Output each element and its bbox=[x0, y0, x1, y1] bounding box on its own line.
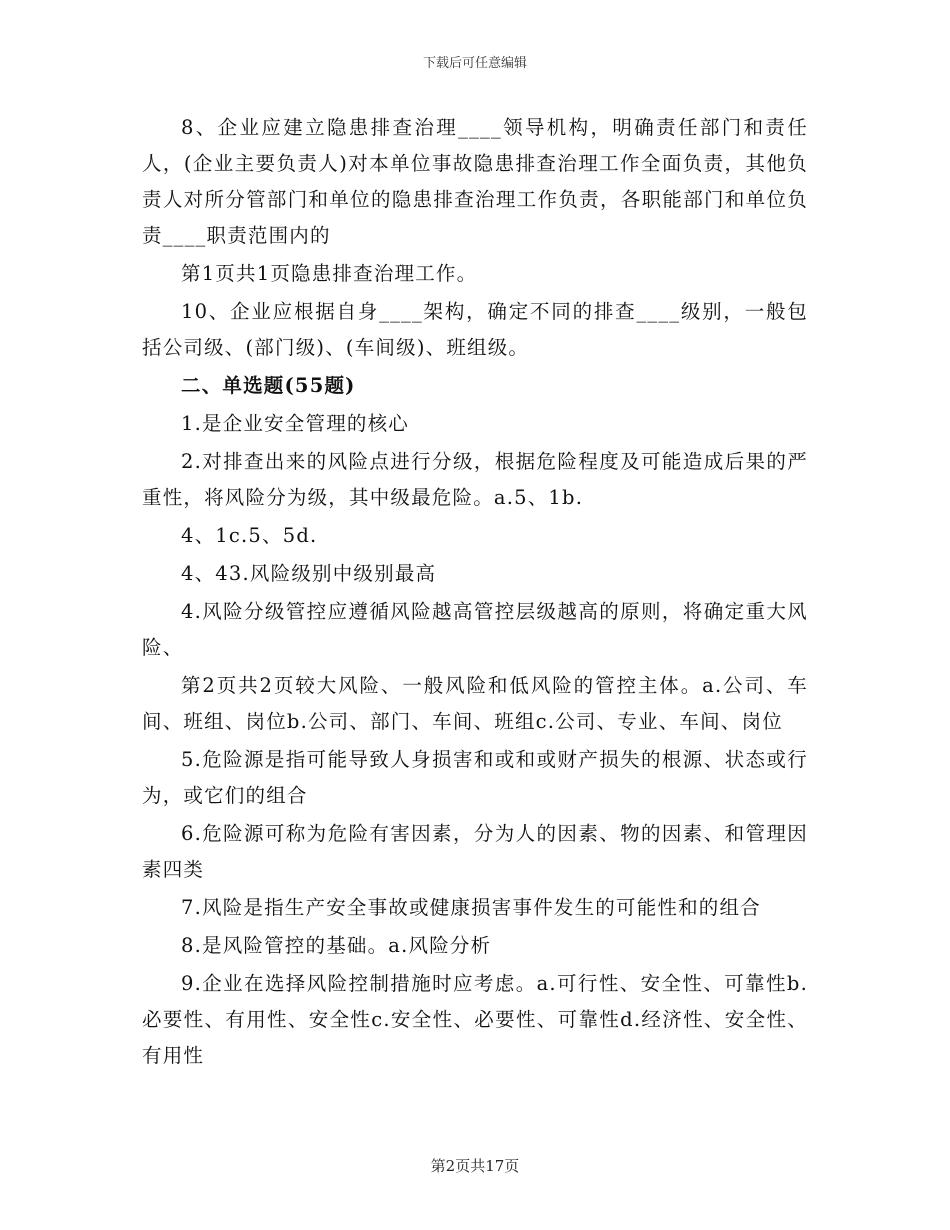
question-9: 9.企业在选择风险控制措施时应考虑。a.可行性、安全性、可靠性b.必要性、有用性、安全性c.安全性、必要性、可靠性d.经济性、安全性、有用性 bbox=[142, 972, 808, 1067]
question-7: 7.风险是指生产安全事故或健康损害事件发生的可能性和的组合 bbox=[181, 896, 761, 919]
question-2: 2.对排查出来的风险点进行分级，根据危险程度及可能造成后果的严重性，将风险分为级，其中级最危险。a.5、1b. bbox=[142, 450, 808, 509]
question-4: 4.风险分级管控应遵循风险越高管控层级越高的原则，将确定重大风险、 bbox=[142, 600, 808, 659]
question-3: 4、43.风险级别中级别最高 bbox=[181, 562, 437, 585]
document-body bbox=[142, 110, 808, 1074]
question-5: 5.危险源是指可能导致人身损害和或和或财产损失的根源、状态或行为，或它们的组合 bbox=[142, 748, 808, 807]
question-8: 8.是风险管控的基础。a.风险分析 bbox=[181, 934, 492, 957]
section-heading-single-choice: 二、单选题(55题) bbox=[181, 374, 356, 397]
question-4-cont: 第2页共2页较大风险、一般风险和低风险的管控主体。a.公司、车间、班组、岗位b.公司、部门、车间、班组c.公司、专业、车间、岗位 bbox=[142, 674, 808, 733]
question-2-options-cont: 4、1c.5、5d. bbox=[181, 524, 318, 547]
page-footer: 第2页共17页 bbox=[430, 1157, 520, 1175]
question-1: 1.是企业安全管理的核心 bbox=[181, 412, 410, 435]
page-header: 下载后可任意编辑 bbox=[422, 56, 527, 71]
question-6: 6.危险源可称为危险有害因素，分为人的因素、物的因素、和管理因素四类 bbox=[142, 822, 808, 881]
paragraph-item-8: 8、企业应建立隐患排查治理____领导机构，明确责任部门和责任人，(企业主要负责人)对本单位事故隐患排查治理工作全面负责，其他负责人对所分管部门和单位的隐患排查治理工作负责，各职能部门和单位负责____职责范围内的 bbox=[142, 116, 808, 247]
paragraph-item-10: 10、企业应根据自身____架构，确定不同的排查____级别，一般包括公司级、(部门级)、(车间级)、班组级。 bbox=[142, 300, 808, 359]
paragraph-page-note-1: 第1页共1页隐患排查治理工作。 bbox=[181, 262, 478, 285]
